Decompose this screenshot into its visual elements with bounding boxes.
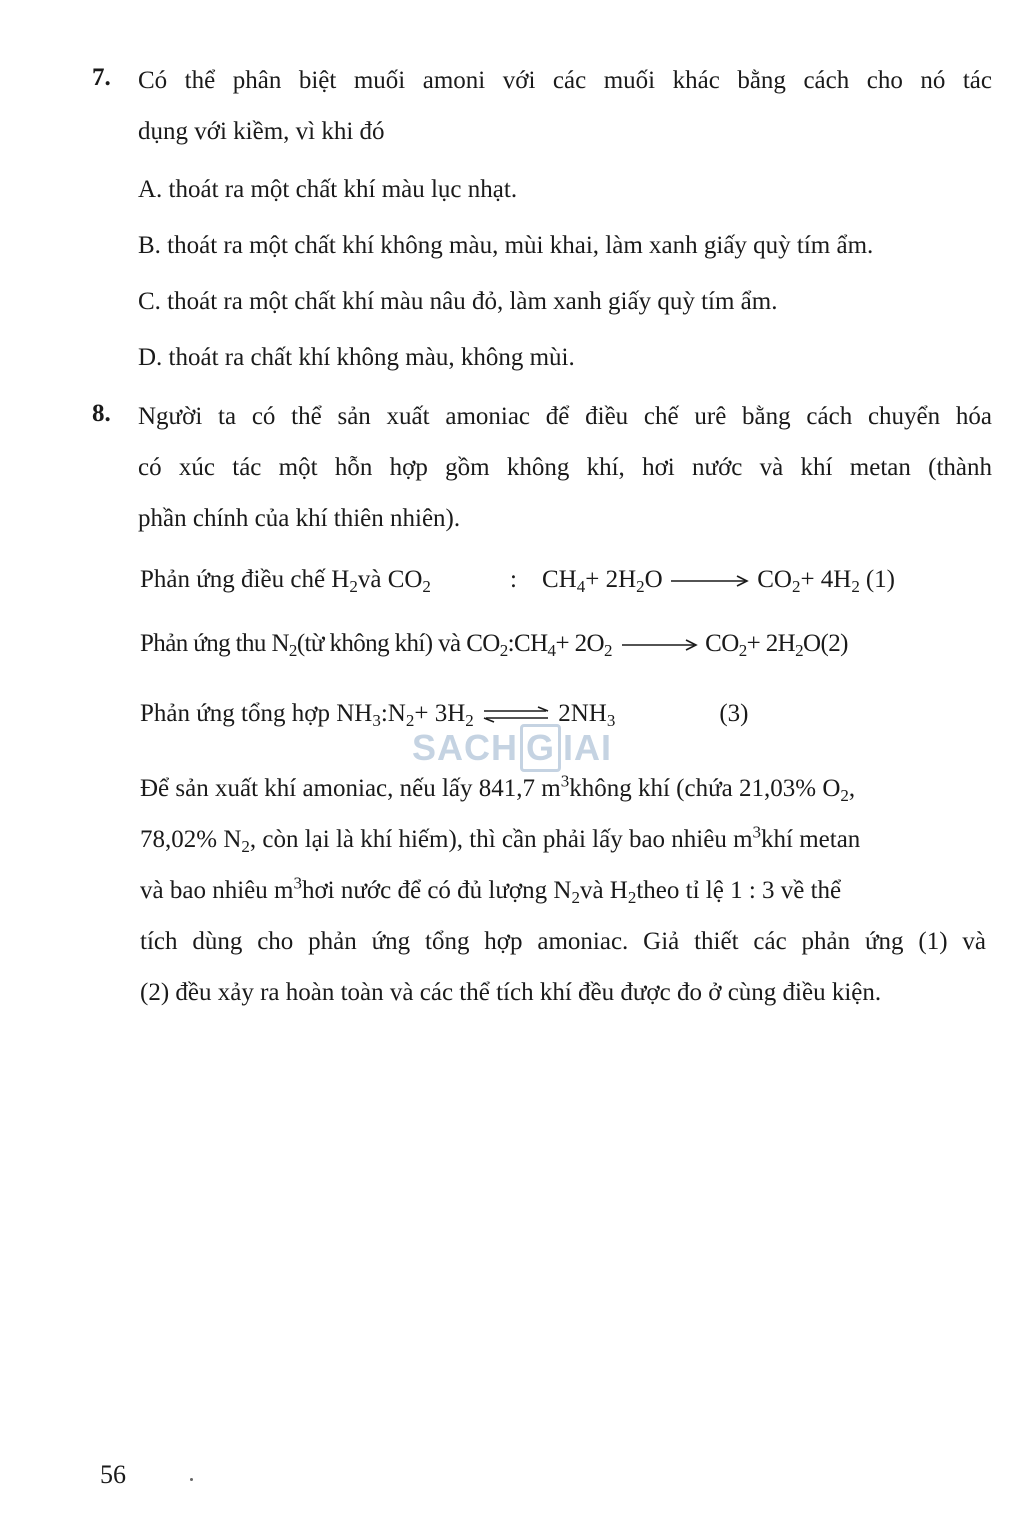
question-8-intro xyxy=(138,400,992,553)
question-7-option-b: B. thoát ra một chất khí không màu, mùi khai, làm xanh giấy quỳ tím ẩm. xyxy=(138,232,874,259)
question-7-body xyxy=(138,64,992,397)
problem-line-1: Để sản xuất khí amoniac, nếu lấy 841,7 $m^3không$ khí (chứa 21,03% $O_2$, xyxy=(140,771,856,805)
problem-line-4: tích dùng cho phản ứng tổng hợp amoniac. Giả thiết các phản ứng (1) và xyxy=(140,928,986,955)
problem-line-3: và bao nhiêu $m^3hơi$ nước để có đủ lượng $N_2và$ $H_2theo$ tỉ lệ 1 : 3 về thể xyxy=(140,873,842,907)
problem-line-2: 78,02% $N_2$, còn lại là khí hiếm), thì cần phải lấy bao nhiêu $m^3khí$ metan xyxy=(140,822,861,856)
page-dot xyxy=(190,1478,193,1481)
question-7-option-c: C. thoát ra một chất khí màu nâu đỏ, làm xanh giấy quỳ tím ẩm. xyxy=(138,288,778,315)
reaction-2 xyxy=(140,630,1000,658)
reaction-3-tag: (3) xyxy=(719,700,749,727)
reaction-1-arrow-icon xyxy=(669,574,751,588)
problem-line-5: (2) đều xảy ra hoàn toàn và các thể tích khí đều được đo ở cùng điều kiện. xyxy=(140,979,882,1006)
question-7 xyxy=(92,64,992,397)
question-7-option-d: D. thoát ra chất khí không màu, không mùi. xyxy=(138,344,575,371)
reaction-2-label: Phản ứng thu $N_2(từ$ không khí) và $CO_2$ xyxy=(140,630,508,660)
question-8-line-1: Người ta có thể sản xuất amoniac để điều chế urê bằng cách chuyển hóa xyxy=(138,403,992,430)
question-7-line-1: Có thể phân biệt muối amoni với các muối khác bằng cách cho nó tác xyxy=(138,67,992,94)
question-8-problem xyxy=(140,772,986,1027)
sachgiai-watermark-logo: SACH G IAI xyxy=(412,724,612,772)
question-8-line-2: có xúc tác một hỗn hợp gồm không khí, hơi nước và khí metan (thành xyxy=(138,454,992,481)
question-8-number: 8. xyxy=(92,400,111,427)
page-number: 56 xyxy=(100,1460,126,1489)
reaction-3-equilibrium-arrow-icon xyxy=(480,706,552,724)
question-8-line-3: phần chính của khí thiên nhiên). xyxy=(138,505,461,532)
reaction-3-colon: : xyxy=(380,700,388,727)
reaction-1-label: Phản ứng điều chế $H_2và$ $CO_2$ xyxy=(140,566,431,596)
reaction-2-tag: (2) xyxy=(820,630,848,657)
reaction-2-arrow-icon xyxy=(618,638,700,652)
reaction-1-tag: (1) xyxy=(865,566,895,593)
reaction-1-reactants: $CH_4+ 2H_2O$ xyxy=(542,566,663,596)
question-7-number: 7. xyxy=(92,64,111,91)
question-8 xyxy=(92,400,992,553)
question-7-line-2: dụng với kiềm, vì khi đó xyxy=(138,118,385,145)
reaction-1 xyxy=(140,566,1000,594)
reaction-3-label: Phản ứng tổng hợp $NH_3$ xyxy=(140,700,381,730)
reaction-1-colon: : xyxy=(510,566,517,593)
reaction-2-colon: : xyxy=(507,630,514,657)
reaction-3-products: $2NH_3$ xyxy=(558,700,616,730)
reaction-2-products: $CO_2+ 2H_2O$ xyxy=(705,630,821,660)
reaction-2-reactants: $CH_4+ 2O_2$ xyxy=(514,630,612,660)
question-7-option-a: A. thoát ra một chất khí màu lục nhạt. xyxy=(138,176,518,203)
reaction-1-products: $CO_2+ 4H_2$ xyxy=(757,566,860,596)
reaction-3-reactants: $N_2+ 3H_2$ xyxy=(387,700,474,730)
